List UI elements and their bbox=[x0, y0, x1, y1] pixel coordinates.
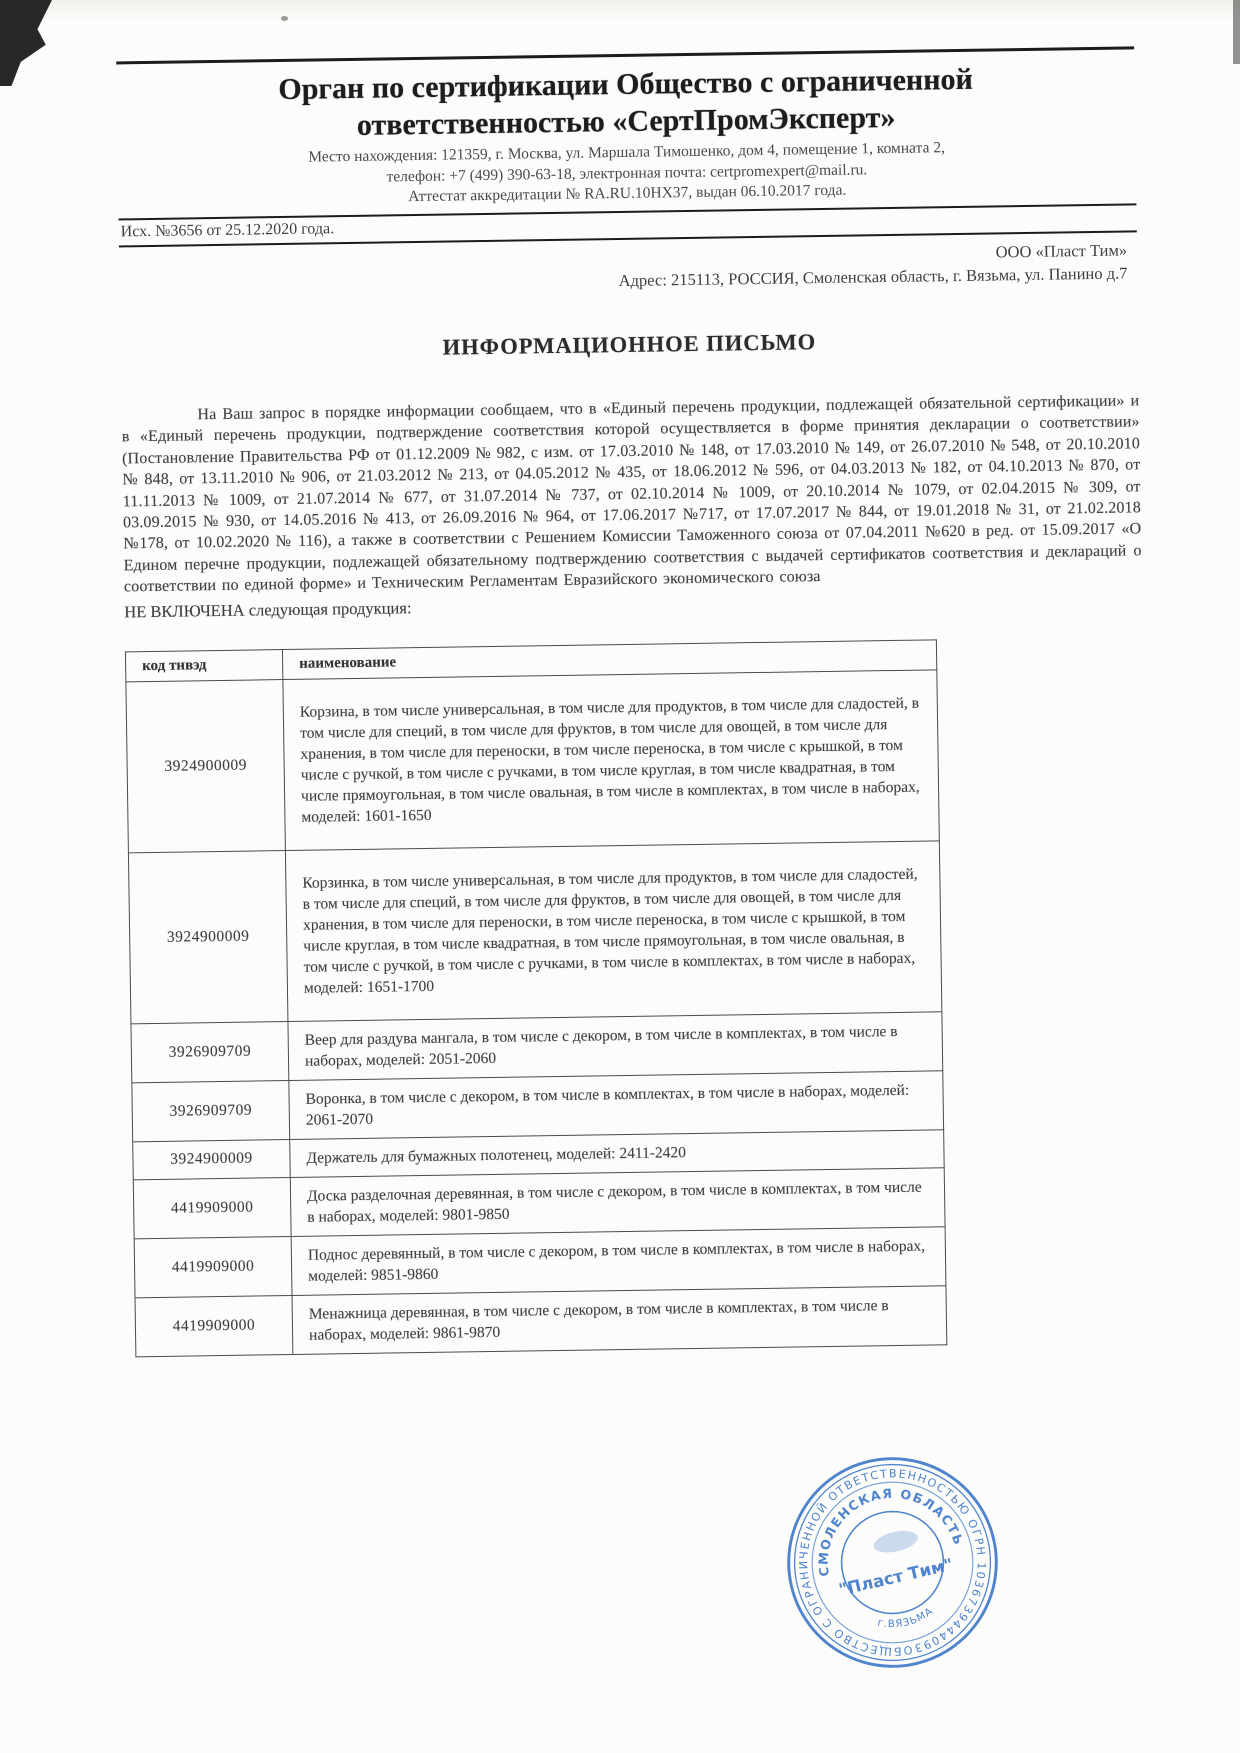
name-cell: Веер для раздува мангала, в том числе с декором, в том числе в комплектах, в том числе в наборах, моделей: 2051-2060 bbox=[288, 1011, 943, 1080]
recipient-address: Адрес: 215113, РОССИЯ, Смоленская область, г. Вязьма, ул. Панино д.7 bbox=[618, 262, 1128, 290]
recipient-name: ООО «Пласт Тим» bbox=[995, 240, 1128, 262]
code-cell: 4419909000 bbox=[133, 1177, 291, 1238]
name-cell: Менажница деревянная, в том числе с декором, в том числе в комплектах, в том числе в наборах, моделей: 9861-9870 bbox=[292, 1285, 947, 1354]
code-cell: 4419909000 bbox=[134, 1236, 292, 1297]
name-cell: Держатель для бумажных полотенец, моделей: 2411-2420 bbox=[290, 1129, 944, 1177]
body-paragraph: На Ваш запрос в порядке информации сообщаем, что в «Единый перечень продукции, подлежащей обязательной сертификации» и в «Единый перечень продукции, подтверждение соответствия которой осуществляется в форме принятия декларации о соответствии» (Постановление Правительства РФ от 01.12.2009 № 982, с изм. от 17.03.2010 № 148, от 17.03.2010 № 149, от 26.07.2010 № 548, от 20.10.2010 № 848, от 13.11.2010 № 906, от 21.03.2012 № 213, от 04.05.2012 № 435, от 18.06.2012 № 596, от 04.03.2013 № 182, от 04.10.2013 № 870, от 11.11.2013 № 1009, от 21.07.2014 № 677, от 31.07.2014 № 737, от 02.10.2014 № 1009, от 20.10.2014 № 1079, от 02.04.2015 № 309, от 03.09.2015 № 930, от 14.05.2016 № 413, от 26.09.2016 № 964, от 17.06.2017 №717, от 17.07.2017 № 844, от 19.01.2018 № 31, от 21.02.2018 №178, от 10.02.2020 № 116), а также в соответствии с Решением Комиссии Таможенного союза от 07.04.2011 №620 в ред. от 15.09.2017 «О Едином перечне продукции, подлежащей обязательному подтверждению соответствия с выдачей сертификатов соответствия и деклараций о соответствии по единой форме» и Техническим Регламентам Евразийского экономического союза bbox=[121, 392, 1142, 596]
code-cell: 4419909000 bbox=[135, 1295, 293, 1356]
code-cell: 3924900009 bbox=[126, 679, 286, 852]
column-header-code: код тнвэд bbox=[125, 649, 282, 681]
company-stamp bbox=[775, 1445, 1010, 1680]
products-table bbox=[125, 639, 947, 1357]
letterhead bbox=[116, 58, 1136, 212]
letter-title: ИНФОРМАЦИОННОЕ ПИСЬМО bbox=[442, 329, 817, 360]
name-cell: Доска разделочная деревянная, в том числе с декором, в том числе в комплектах, в том числе в наборах, моделей: 9801-9850 bbox=[290, 1167, 945, 1236]
org-name-line2: ответственностью «СертПромЭксперт» bbox=[356, 100, 896, 142]
stamp-ink-smudge bbox=[872, 1527, 920, 1556]
org-contacts: телефон: +7 (499) 390-63-18, электронная почта: certpromexpert@mail.ru. bbox=[386, 160, 868, 185]
not-included-note: НЕ ВКЛЮЧЕНА следующая продукция: bbox=[124, 597, 412, 622]
code-cell: 3924900009 bbox=[133, 1139, 291, 1179]
recipient-block bbox=[119, 239, 1138, 299]
stamp-ring-text: ОБЩЕСТВО С ОГРАНИЧЕННОЙ ОТВЕТСТВЕННОСТЬЮ ОГРН 1036739444093 bbox=[797, 1467, 988, 1658]
code-cell: 3924900009 bbox=[128, 850, 288, 1023]
table-row bbox=[135, 1285, 947, 1356]
name-cell: Корзина, в том числе универсальная, в том числе для продуктов, в том числе для сладостей, в том числе для специй, в том числе для фруктов, в том числе для овощей, в том числе для хранения, в том числе для переноски, в том числе переноска, в том числе с крышкой, в том числе с ручкой, в том числе с ручками, в том числе круглая, в том числе квадратная, в том числе прямоугольная, в том числе овальная, в том числе в комплектах, в том числе в наборах, моделей: 1601-1650 bbox=[283, 670, 939, 851]
org-accreditation: Аттестат аккредитации № RA.RU.10НХ37, выдан 06.10.2017 года. bbox=[408, 181, 847, 206]
org-name-line1: Орган по сертификации Общество с ограниченной bbox=[278, 62, 974, 107]
column-header-name: наименование bbox=[282, 640, 936, 680]
svg-text:г.ВЯЗЬМА bbox=[874, 1604, 937, 1635]
org-location: Место нахождения: 121359, г. Москва, ул. Маршала Тимошенко, дом 4, помещение 1, комната 2, bbox=[308, 139, 946, 166]
code-cell: 3926909709 bbox=[131, 1021, 289, 1082]
code-cell: 3926909709 bbox=[132, 1080, 290, 1141]
outgoing-reference: Исх. №3656 от 25.12.2020 года. bbox=[120, 220, 335, 241]
table-row bbox=[126, 670, 939, 853]
stamp-city-text: г.ВЯЗЬМА bbox=[876, 1605, 936, 1631]
stamp-region-text: СМОЛЕНСКАЯ ОБЛАСТЬ bbox=[815, 1485, 967, 1578]
name-cell: Корзинка, в том числе универсальная, в том числе для продуктов, в том числе для сладостей, в том числе для специй, в том числе для фруктов, в том числе для овощей, в том числе для хранения, в том числе для переноски, в том числе переноска, в том числе с крышкой, в том числе круглая, в том числе квадратная, в том числе прямоугольная, в том числе овальная, в том числе с ручкой, в том числе с ручками, в том числе в комплектах, в том числе в наборах, моделей: 1651-1700 bbox=[285, 840, 941, 1021]
name-cell: Поднос деревянный, в том числе с декором, в том числе в комплектах, в том числе в наборах, моделей: 9851-9860 bbox=[291, 1226, 946, 1295]
table-row bbox=[128, 840, 941, 1023]
stamp-company-name: "Пласт Тим" bbox=[836, 1554, 955, 1600]
name-cell: Воронка, в том числе с декором, в том числе в комплектах, в том числе в наборах, моделей: 2061-2070 bbox=[289, 1070, 944, 1139]
